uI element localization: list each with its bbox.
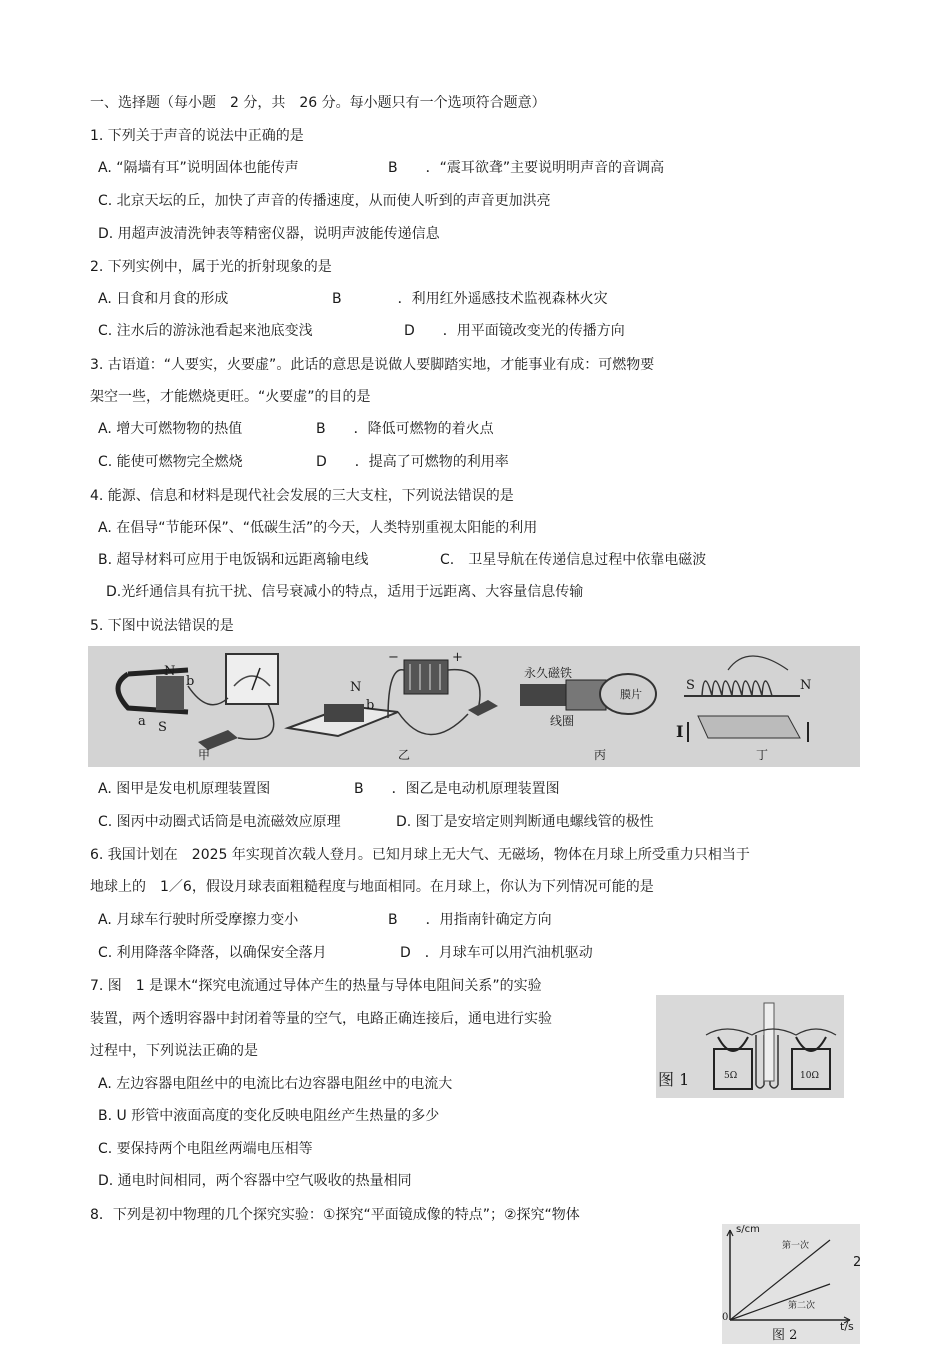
fig5-a-label: a [138, 714, 146, 729]
fig5-s-label-1: S [158, 720, 167, 735]
fig5-label-yi: 乙 [398, 748, 411, 762]
q3-stem-line2: 架空一些，才能燃烧更旺。“火要虚”的目的是 [90, 389, 371, 405]
q3-stem-line1: 3. 古语道：“人要实，火要虚”。此话的意思是说做人要脚踏实地，才能事业有成：可燃物要 [90, 357, 655, 373]
q2-option-a: A. 日食和月食的形成 [98, 291, 229, 307]
fig1-resistor-10: 10Ω [800, 1071, 819, 1081]
figure-1-photo [656, 995, 844, 1098]
q4-stem: 4. 能源、信息和材料是现代社会发展的三大支柱，下列说法错误的是 [90, 488, 514, 504]
fig5-label-ding: 丁 [756, 748, 769, 762]
fig5-s-label-4: S [686, 678, 695, 693]
q5-option-d: D. 图丁是安培定则判断通电螺线管的极性 [396, 814, 654, 830]
fig5-label-jia: 甲 [198, 748, 211, 762]
fig5-n-label-2: N [350, 680, 362, 695]
q1-stem: 1. 下列关于声音的说法中正确的是 [90, 128, 304, 144]
fig1-label: 图 1 [658, 1070, 690, 1089]
q7-option-b: B. U 形管中液面高度的变化反映电阻丝产生热量的多少 [98, 1108, 440, 1124]
fig5-b-label-2: b [366, 698, 375, 713]
q6-option-b: B ．用指南针确定方向 [388, 912, 552, 928]
q7-stem-line2: 装置，两个透明容器中封闭着等量的空气，电路正确连接后，通电进行实验 [90, 1011, 552, 1027]
fig5-coil-label: 线圈 [550, 714, 575, 728]
q3-option-c: C. 能使可燃物完全燃烧 [98, 454, 243, 470]
q4-option-c: C. 卫星导航在传递信息过程中依靠电磁波 [440, 552, 707, 568]
fig5-plus-label: + [452, 650, 463, 665]
q5-stem: 5. 下图中说法错误的是 [90, 618, 234, 634]
q1-option-c: C. 北京天坛的丘，加快了声音的传播速度，从而使人听到的声音更加洪亮 [98, 193, 551, 209]
q5-option-c: C. 图丙中动圈式话筒是电流磁效应原理 [98, 814, 341, 830]
fig2-line1-label: 第一次 [782, 1241, 810, 1251]
fig5-n-label-1: N [164, 664, 176, 679]
fig5-n-label-4: N [800, 678, 812, 693]
q2-option-d: D ．用平面镜改变光的传播方向 [404, 323, 625, 339]
page-number: 2 [853, 1255, 862, 1270]
q2-option-c: C. 注水后的游泳池看起来池底变浅 [98, 323, 313, 339]
fig2-line2-label: 第二次 [788, 1301, 816, 1311]
q4-option-d: D.光纤通信具有抗干扰、信号衰减小的特点，适用于远距离、大容量信息传输 [106, 584, 584, 600]
q4-option-b: B. 超导材料可应用于电饭锅和远距离输电线 [98, 552, 369, 568]
fig2-origin: 0 [722, 1312, 729, 1323]
fig5-membrane-label: 膜片 [620, 688, 642, 701]
q2-stem: 2. 下列实例中，属于光的折射现象的是 [90, 259, 332, 275]
fig2-ylabel: s/cm [736, 1224, 760, 1235]
q6-option-a: A. 月球车行驶时所受摩擦力变小 [98, 912, 299, 928]
q6-option-d: D ．月球车可以用汽油机驱动 [400, 945, 593, 961]
q4-option-a: A. 在倡导“节能环保”、“低碳生活”的今天，人类特别重视太阳能的利用 [98, 520, 538, 536]
q5-option-b: B ．图乙是电动机原理装置图 [354, 781, 560, 797]
fig5-label-bing: 丙 [594, 748, 607, 762]
q8-stem: 8．下列是初中物理的几个探究实验：①探究“平面镜成像的特点”；②探究“物体 [90, 1207, 580, 1223]
q7-option-d: D. 通电时间相同，两个容器中空气吸收的热量相同 [98, 1173, 412, 1189]
q7-option-a: A. 左边容器电阻丝中的电流比右边容器电阻丝中的电流大 [98, 1076, 453, 1092]
fig5-minus-label: − [388, 650, 399, 665]
figure-2-graph [722, 1224, 860, 1344]
q3-option-a: A. 增大可燃物物的热值 [98, 421, 243, 437]
fig2-label: 图 2 [772, 1328, 798, 1343]
q7-stem-line1: 7. 图 1 是课木“探究电流通过导体产生的热量与导体电阻间关系”的实验 [90, 978, 542, 994]
q6-option-c: C. 利用降落伞降落，以确保安全落月 [98, 945, 327, 961]
q3-option-b: B ．降低可燃物的着火点 [316, 421, 494, 437]
q6-stem-line2: 地球上的 1／6，假设月球表面粗糙程度与地面相同。在月球上，你认为下列情况可能的是 [90, 879, 654, 895]
q7-option-c: C. 要保持两个电阻丝两端电压相等 [98, 1141, 313, 1157]
fig5-current-label: I [676, 722, 684, 741]
q1-option-a: A. “隔墙有耳”说明固体也能传声 [98, 160, 299, 176]
q7-stem-line3: 过程中，下列说法正确的是 [90, 1043, 258, 1059]
section-title: 一、选择题（每小题 2 分，共 26 分。每小题只有一个选项符合题意） [90, 95, 546, 111]
q3-option-d: D ．提高了可燃物的利用率 [316, 454, 509, 470]
fig2-xlabel: t/s [840, 1320, 854, 1333]
fig5-b-label-1: b [186, 674, 195, 689]
q5-option-a: A. 图甲是发电机原理装置图 [98, 781, 271, 797]
fig1-resistor-5: 5Ω [724, 1071, 738, 1081]
q1-option-d: D. 用超声波清洗钟表等精密仪器，说明声波能传递信息 [98, 226, 440, 242]
q1-option-b: B ．“震耳欲聋”主要说明明声音的音调高 [388, 160, 665, 176]
fig5-magnet-label: 永久磁铁 [524, 666, 573, 680]
q6-stem-line1: 6. 我国计划在 2025 年实现首次载人登月。已知月球上无大气、无磁场，物体在月球上所受重力只相当于 [90, 847, 750, 863]
q2-option-b: B ．利用红外遥感技术监视森林火灾 [332, 291, 608, 307]
figure-5-photo [88, 646, 860, 767]
